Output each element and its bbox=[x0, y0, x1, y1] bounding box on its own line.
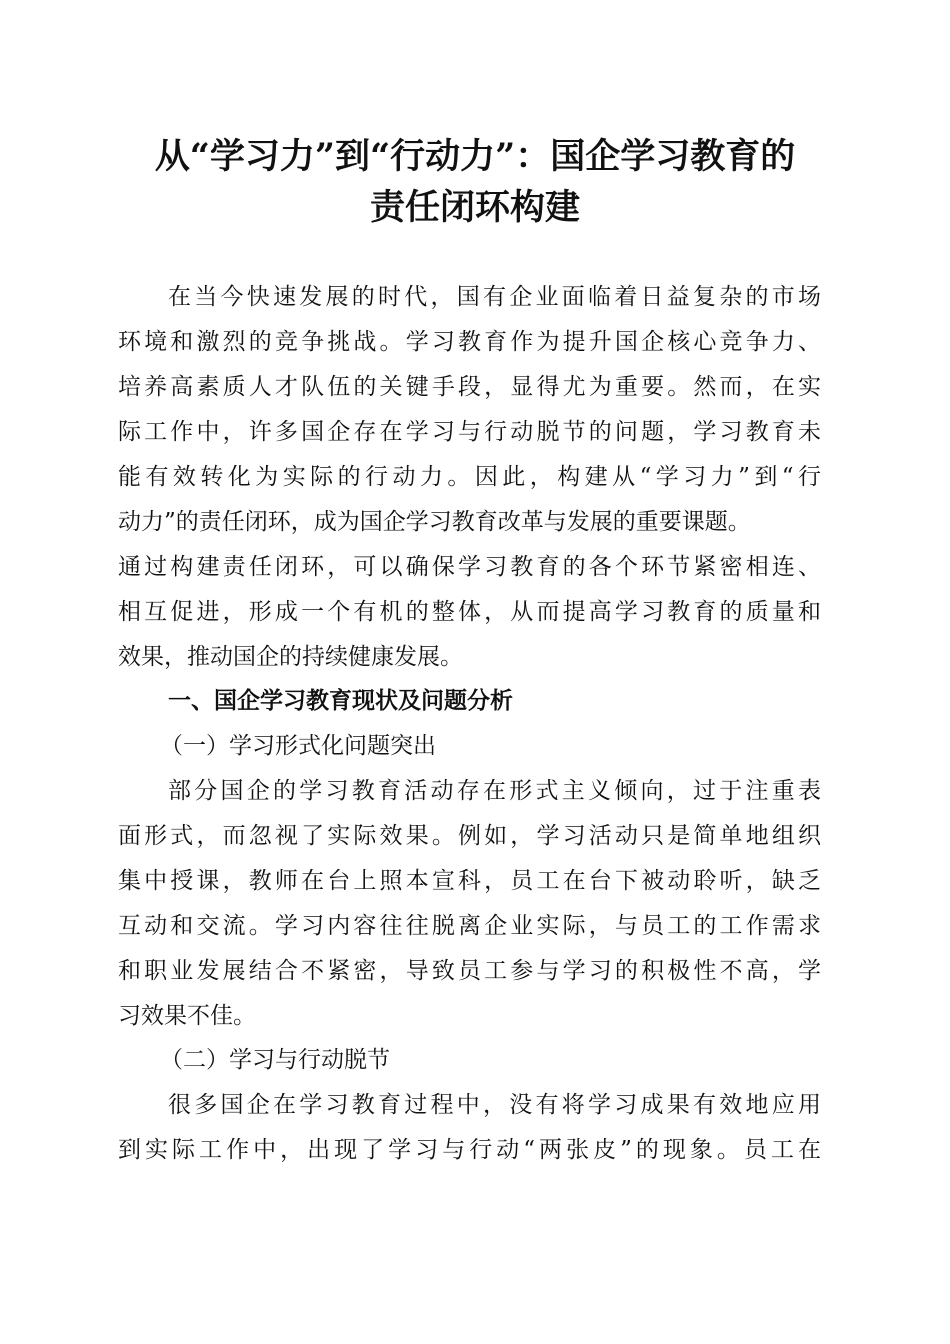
intro-line: 能有效转化为实际的行动力。因此，构建从“学习力”到“行 bbox=[118, 464, 821, 490]
intro-line: 相互促进，形成一个有机的整体，从而提高学习教育的质量和 bbox=[118, 599, 821, 625]
body-line: 和职业发展结合不紧密，导致员工参与学习的积极性不高，学 bbox=[118, 958, 821, 984]
document-title-line-1: 从“学习力”到“行动力”：国企学习教育的 bbox=[154, 136, 796, 177]
body-line: 习效果不佳。 bbox=[118, 1003, 256, 1029]
intro-line: 培养高素质人才队伍的关键手段，显得尤为重要。然而，在实 bbox=[118, 374, 821, 400]
body-line: 集中授课，教师在台上照本宣科，员工在台下被动聆听，缺乏 bbox=[118, 868, 821, 894]
subsection-heading: （一）学习形式化问题突出 bbox=[160, 733, 436, 759]
intro-line: 动力”的责任闭环，成为国企学习教育改革与发展的重要课题。 bbox=[118, 509, 751, 535]
intro-line: 际工作中，许多国企存在学习与行动脱节的问题，学习教育未 bbox=[118, 419, 821, 445]
body-line: 到实际工作中，出现了学习与行动“两张皮”的现象。员工在 bbox=[118, 1137, 821, 1163]
body-line: 很多国企在学习教育过程中，没有将学习成果有效地应用 bbox=[168, 1092, 821, 1118]
body-line: 互动和交流。学习内容往往脱离企业实际，与员工的工作需求 bbox=[118, 913, 821, 939]
intro-line: 效果，推动国企的持续健康发展。 bbox=[118, 644, 463, 670]
intro-line: 在当今快速发展的时代，国有企业面临着日益复杂的市场 bbox=[168, 284, 821, 310]
section-heading: 一、国企学习教育现状及问题分析 bbox=[168, 688, 513, 714]
intro-line: 通过构建责任闭环，可以确保学习教育的各个环节紧密相连、 bbox=[118, 554, 821, 580]
document-title-line-2: 责任闭环构建 bbox=[369, 187, 580, 228]
subsection-heading: （二）学习与行动脱节 bbox=[160, 1047, 390, 1073]
body-line: 部分国企的学习教育活动存在形式主义倾向，过于注重表 bbox=[168, 778, 821, 804]
intro-line: 环境和激烈的竞争挑战。学习教育作为提升国企核心竞争力、 bbox=[118, 329, 821, 355]
body-line: 面形式，而忽视了实际效果。例如，学习活动只是简单地组织 bbox=[118, 823, 821, 849]
